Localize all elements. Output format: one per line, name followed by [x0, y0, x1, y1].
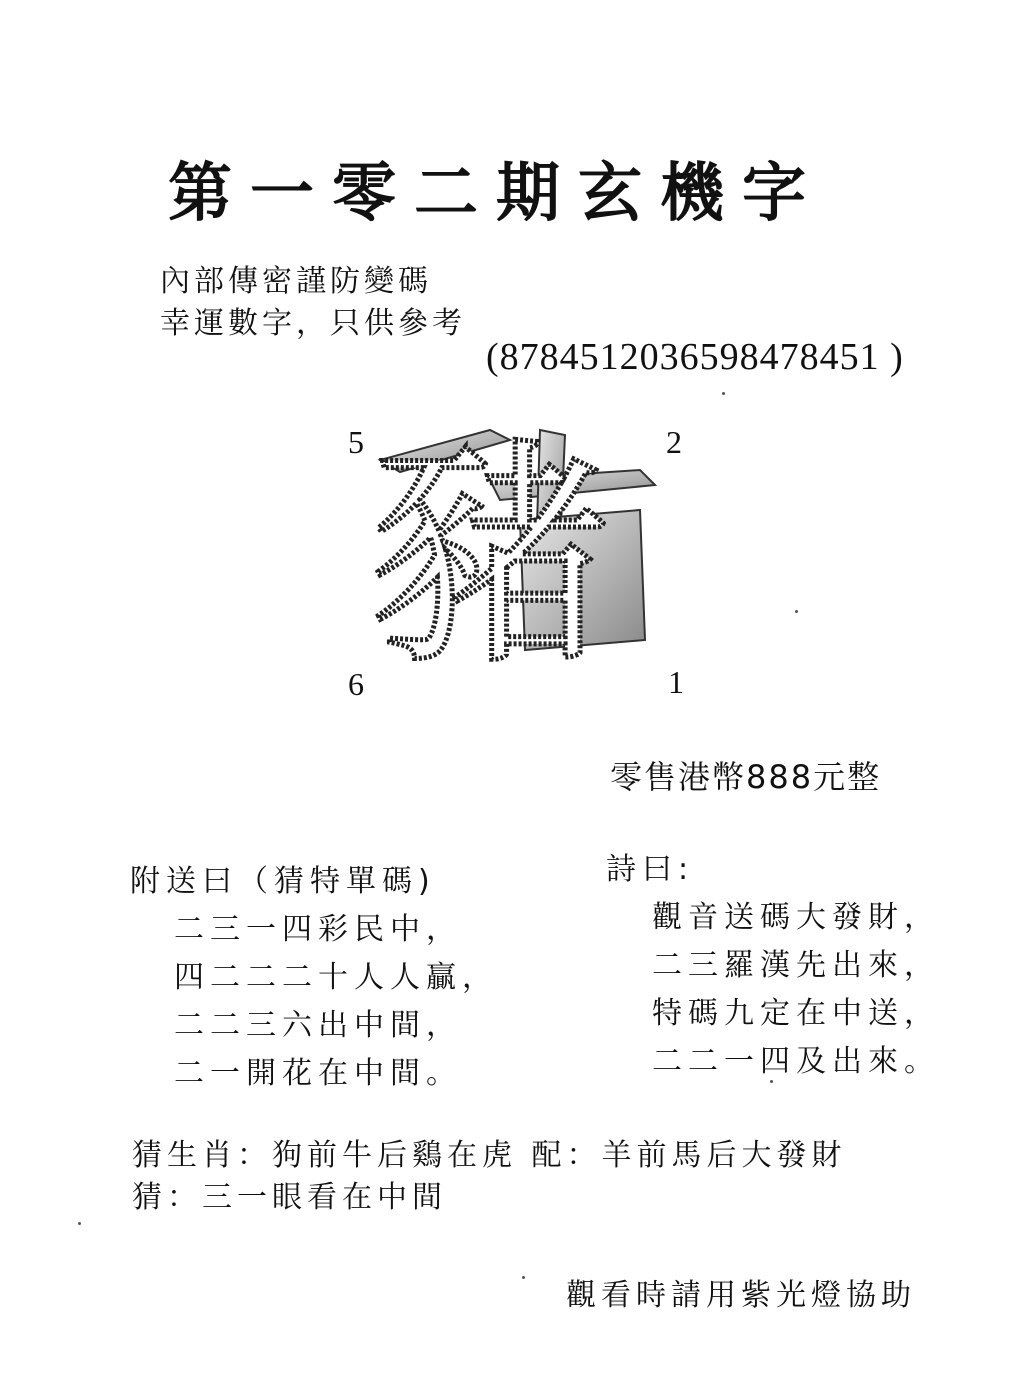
- poem-line: 觀音送碼大發財，: [652, 900, 940, 935]
- gift-block: [130, 858, 498, 1098]
- gift-line: 四二二二十人人贏，: [174, 960, 498, 995]
- scan-speck: [522, 1276, 525, 1279]
- gift-line: 二二三六出中間，: [174, 1008, 462, 1043]
- corner-number-bottom-right: 1: [668, 664, 684, 700]
- gift-heading: 附送曰（猜特單碼): [130, 864, 436, 899]
- corner-number-top-right: 2: [666, 424, 682, 460]
- price-label: 零售港幣888元整: [610, 758, 882, 796]
- pig-character-art: [340, 410, 670, 670]
- corner-number-bottom-left: 6: [348, 666, 364, 702]
- scan-speck: [78, 1222, 81, 1225]
- footer-note: 觀看時請用紫光燈協助: [566, 1278, 916, 1313]
- scan-speck: [795, 610, 798, 613]
- poem-heading: 詩曰:: [606, 852, 695, 887]
- zodiac-guess: 猜生肖：狗前牛后鷄在虎 配：羊前馬后大發財: [132, 1138, 847, 1173]
- corner-number-top-left: 5: [348, 424, 364, 460]
- character-3d-svg: [340, 410, 670, 670]
- poem-block: [606, 846, 940, 1086]
- page-title: 第一零二期玄機字: [168, 156, 824, 231]
- gift-line: 二三一四彩民中，: [174, 912, 462, 947]
- pig-character: 豬: [369, 417, 611, 670]
- poem-line: 二三羅漢先出來，: [652, 948, 940, 983]
- scan-speck: [722, 392, 725, 395]
- lucky-code: (8784512036598478451 ): [486, 336, 904, 378]
- subtitle-line-2: 幸運數字，只供參考: [160, 306, 466, 341]
- poem-line: 二二一四及出來。: [652, 1044, 940, 1079]
- gift-line: 二一開花在中間。: [174, 1056, 462, 1091]
- scan-speck: [770, 1080, 773, 1083]
- number-guess: 猜：三一眼看在中間: [132, 1180, 447, 1215]
- subtitle-line-1: 內部傳密謹防變碼: [160, 264, 432, 299]
- poem-line: 特碼九定在中送，: [652, 996, 940, 1031]
